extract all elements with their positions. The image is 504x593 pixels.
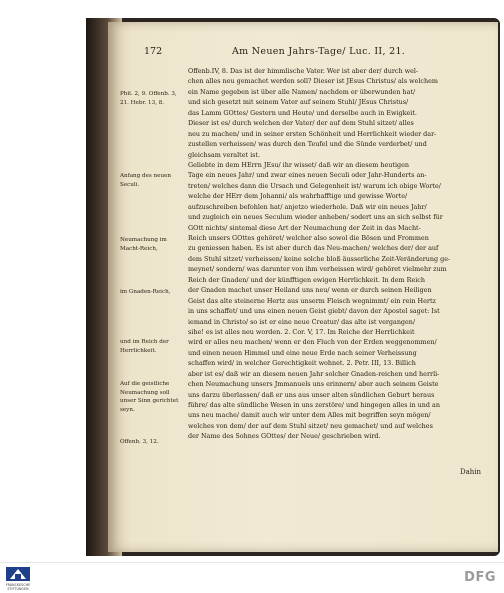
dfg-logo: DFG [464, 570, 496, 585]
text-line: sihe! es ist alles neu worden. 2. Cor. V, 17. Im Reiche der Herrlichkeit [188, 327, 415, 336]
text-line: Reich unsers GOttes gehöret/ welcher also sowol die Bösen und Frommen [188, 234, 429, 242]
text-line: treten/ welches dann die Ursach und Gelegenheit ist/ warum ich obige Worte/ [188, 181, 441, 190]
page-header [144, 46, 490, 62]
francke-foundation-label: FRANCKESCHE STIFTUNGEN [5, 583, 31, 591]
text-line: der Name des Sohnes GOttes/ der Neue/ geschrieben wird. [188, 432, 381, 441]
text-line: neu zu machen/ und in seiner ersten Schönheit und Herrlichkeit wieder dar- [188, 129, 437, 138]
viewer-footer [0, 562, 504, 593]
text-line: das Lamm GOttes/ Gestern und Heute/ und derselbe auch in Ewigkeit. [188, 108, 417, 117]
margin-note: und im Reich der Herrlichkeit. [120, 339, 169, 354]
margin-note: Anfang des neuen Seculi. [120, 173, 171, 188]
text-line: uns darzu überlassen/ daß er uns aus unser alten sündlichen Geburt heraus [188, 390, 435, 399]
text-line: gleichsam veraltet ist. [188, 150, 261, 159]
text-line: und zugleich ein neues Seculum wieder anheben/ sodert uns an sich selbst für [188, 213, 443, 222]
catchword: Dahin [460, 468, 482, 476]
text-line: der Gnaden machet unser Heiland uns neu/ wenn er durch seinen Heiligen [188, 286, 432, 295]
text-line: dem Stuhl sitzet/ verheissen/ keine solche bloß äusserliche Zeit-Veränderung ge- [188, 254, 451, 263]
text-line: und einen neuen Himmel und eine neue Erde nach seiner Verheissung [188, 348, 417, 357]
text-line: chen alles neu gemachet werden soll? Dieser ist JEsus Christus/ als welchem [188, 77, 438, 86]
text-line: ein Name gegeben ist über alle Namen/ nachdem er überwunden hat/ [188, 87, 416, 96]
page-number: 172 [144, 46, 163, 57]
margin-note: im Gnaden-Reich, [120, 289, 171, 295]
text-line: führe/ das alte sündliche Wesen in uns zerstöre/ und hingegen alles in und an [188, 401, 440, 409]
running-title: Am Neuen Jahrs-Tage/ Luc. II, 21. [232, 46, 406, 57]
text-line: zu geniessen haben. Es ist aber durch das Neu-machen/ welches der/ der auf [188, 244, 439, 253]
text-line: wird er alles neu machen/ wenn er den Fluch von der Erden weggenommen/ [188, 338, 437, 347]
text-line: Offenb.IV, 8. Das ist der himmlische Vater. Wer ist aber der/ durch wel- [188, 67, 419, 75]
body-text [188, 66, 492, 442]
text-line: Geist das alte steinerne Hertz aus unserm Fleisch wegnimmt/ ein rein Hertz [188, 296, 436, 305]
text-line: uns neu mache/ damit auch wir unter dem Alles mit begriffen seyn mögen/ [188, 411, 431, 420]
margin-note: Auf die geistliche Neumachung soll unser Sinn gerichtet seyn. [120, 381, 179, 413]
text-line: aber ist es/ daß wir an diesem neuen Jahr solcher Gnaden-reichen und herrli- [188, 369, 440, 378]
text-line: Tage ein neues Jahr/ und zwar eines neuen Seculi oder Jahr-Hunderts an- [188, 171, 427, 180]
text-line: Geliebte in dem HErrn JEsu/ ihr wisset/ daß wir an diesem heutigen [188, 160, 409, 169]
margin-note: Neumachung im Macht-Reich, [120, 237, 167, 252]
text-line: iemand in Christo/ so ist er eine neue Creatur/ das alte ist vergangen/ [188, 317, 416, 326]
text-line: chen Neumachung unsers Jmmanuels uns erinnern/ aber auch seinem Geiste [188, 380, 439, 389]
text-line: in uns schaffet/ und uns einen neuen Geist giebt/ davon der Apostel saget: Ist [188, 307, 440, 316]
margin-note: Phil. 2, 9. Offenb. 3, 21. Hebr. 13, 8. [120, 91, 177, 106]
margin-note: Offenb. 3, 12. [120, 439, 159, 445]
text-line: Dieser ist es/ durch welchen der Vater/ der auf dem Stuhl sitzet/ alles [188, 119, 414, 128]
text-line: schaffen wird/ in welcher Gerechtigkeit wohnet. 2. Petr. III, 13. Billich [188, 359, 416, 368]
text-line: aufzuschreiben befohlen hat/ anjetzo wiederhole. Daß wir ein neues Jahr/ [188, 202, 427, 211]
text-line: meynet/ sondern/ was darunter von ihm verheissen wird/ gehöret vielmehr zum [188, 265, 447, 274]
text-line: welche der HErr dem Johanni/ als wahrhafftige und gewisse Worte/ [188, 192, 408, 201]
text-line: und sich gesetzt mit seinem Vater auf seinem Stuhl/ JEsus Christus/ [188, 98, 409, 107]
text-line: welches von dem/ der auf dem Stuhl sitzet/ neu gemachet/ und auf welches [188, 421, 433, 430]
text-line: Reich der Gnaden/ und der künfftigen ewigen Herrlichkeit. In dem Reich [188, 275, 425, 284]
text-line: zustellen verheissen/ was durch den Teufel und die Sünde verderbet/ und [188, 140, 427, 149]
text-line: GOtt nichts/ sintemal diese Art der Neumachung der Zeit in das Macht- [188, 223, 421, 232]
